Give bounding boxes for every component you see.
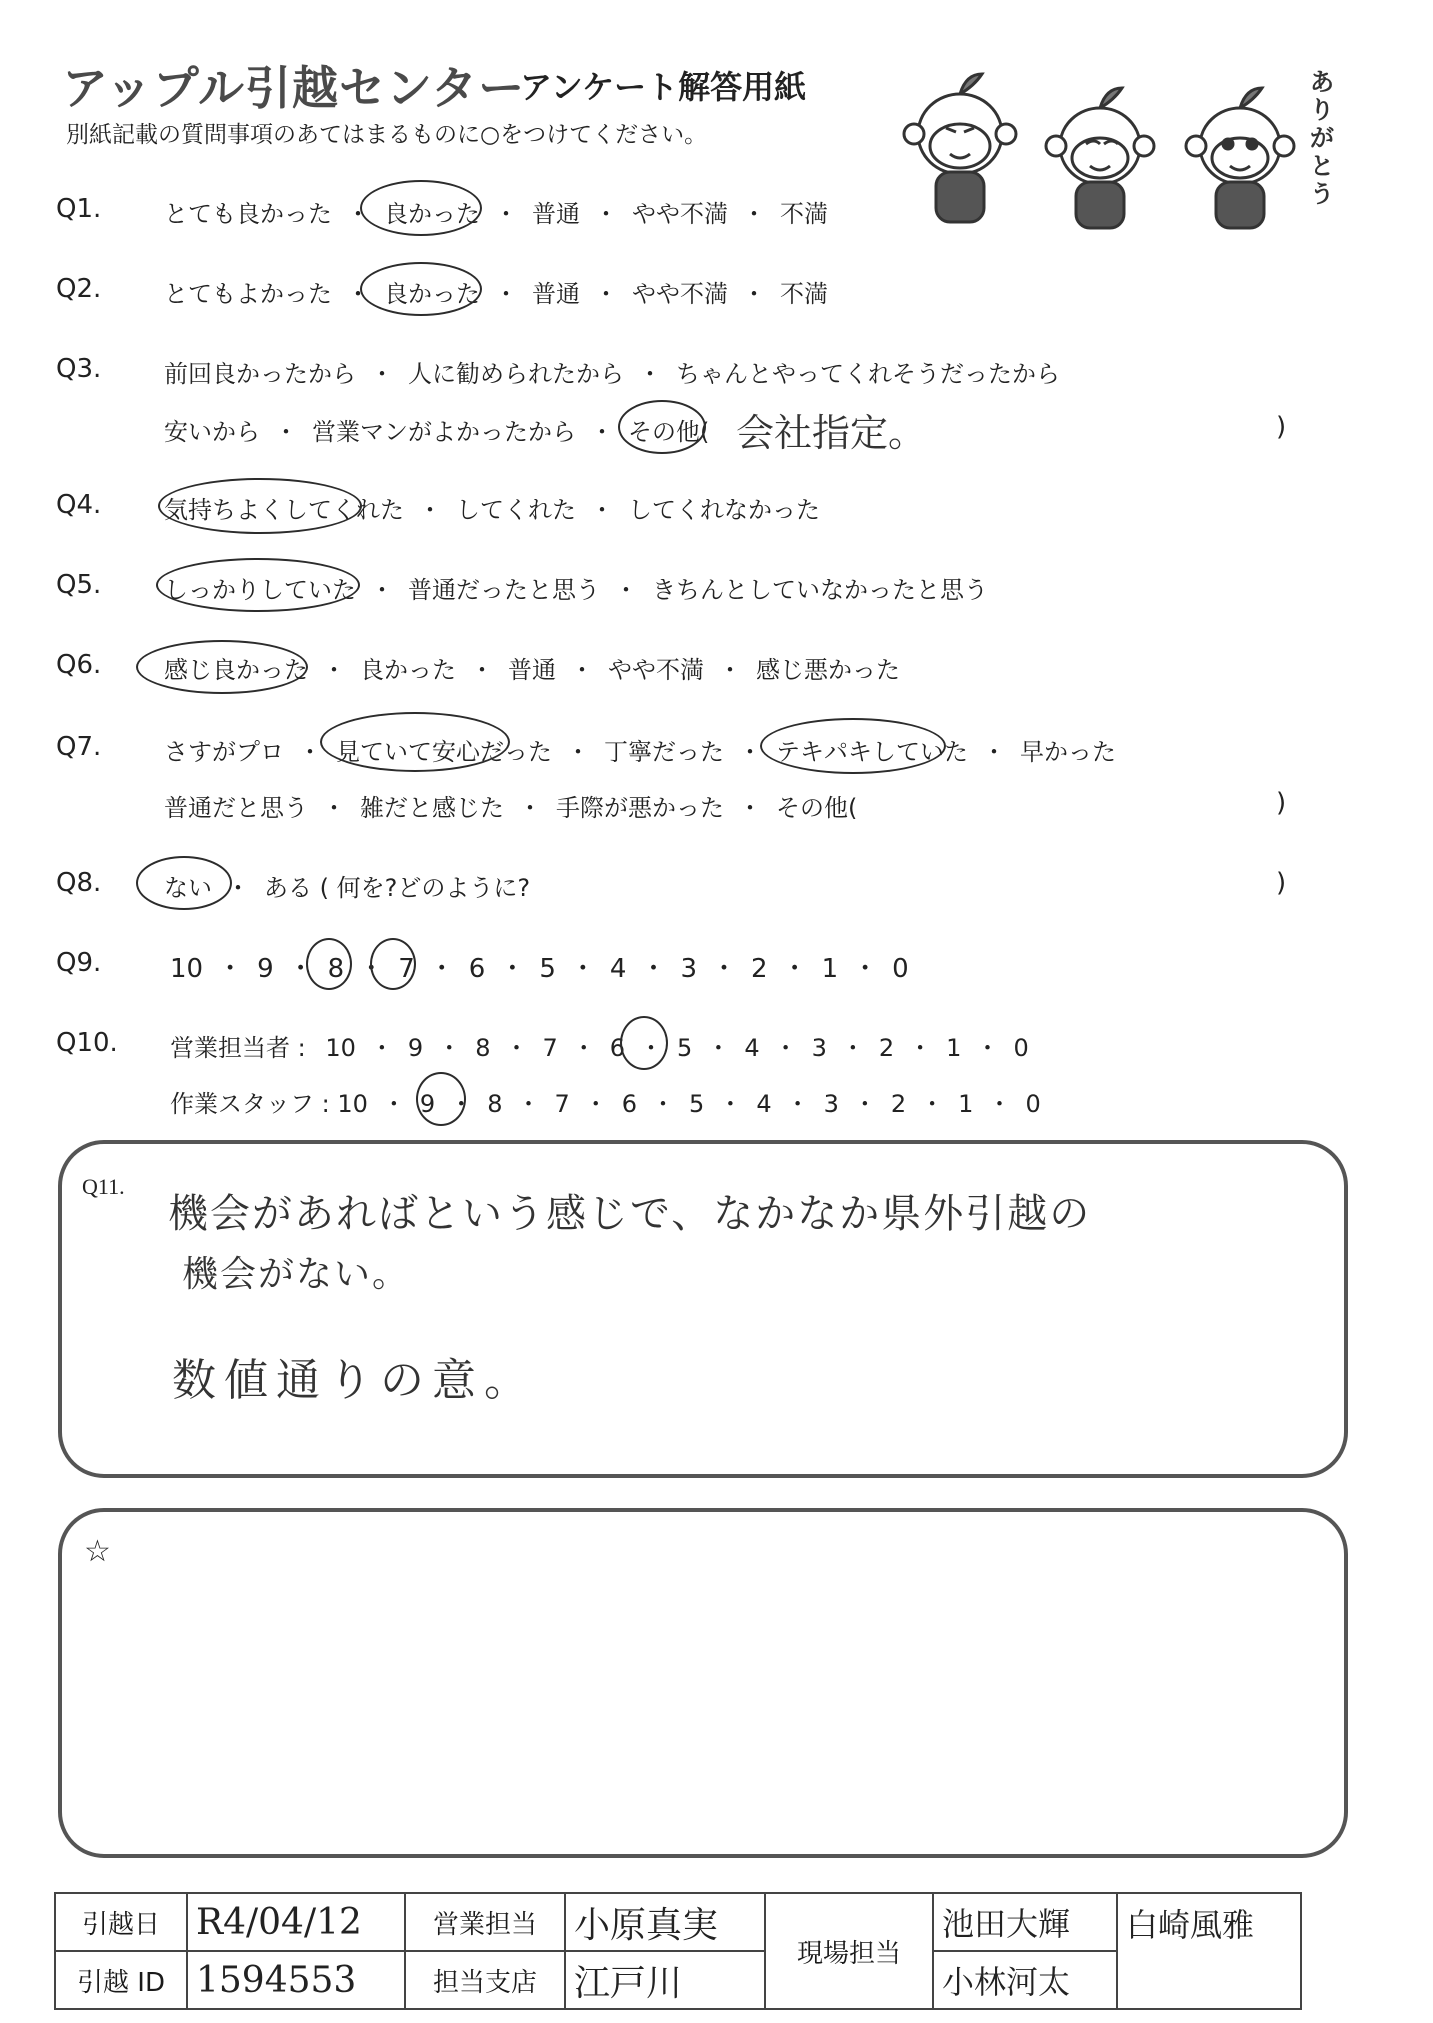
mascot-illustration	[900, 64, 1340, 244]
q9-score-4[interactable]: 4	[609, 954, 627, 984]
q1-option-3[interactable]: 普通	[532, 200, 580, 228]
q7-option-4[interactable]: テキパキしていた	[776, 738, 968, 766]
move-id-label: 引越 ID	[55, 1951, 187, 2009]
q9-score-8[interactable]: 8	[327, 954, 345, 984]
q3-option-1[interactable]: 前回良かったから	[164, 360, 356, 388]
site-staff-1: 池田大輝	[933, 1893, 1117, 1951]
q3-option-other[interactable]: その他(	[628, 418, 710, 446]
move-date-value: R4/04/12	[187, 1893, 405, 1951]
q11-comment-box[interactable]	[58, 1140, 1348, 1478]
q9-score-0[interactable]: 0	[892, 954, 909, 984]
q9-label: Q9.	[56, 948, 102, 978]
q11-answer-line2: 機会がない。	[182, 1254, 411, 1295]
q10-sales-score-1[interactable]: 1	[946, 1034, 962, 1062]
q7-option-1[interactable]: さすがプロ	[164, 738, 284, 766]
q10-sales-score-5[interactable]: 5	[677, 1034, 693, 1062]
q2-options: とてもよかった ・ 良かった ・ 普通 ・ やや不満 ・ 不満	[164, 274, 828, 309]
q10-sales-row: 営業担当者 : 10 ・ 9 ・ 8 ・ 7 ・ 6 ・ 5 ・ 4 ・ 3 ・ 2 ・ 1 ・ 0	[170, 1034, 1029, 1062]
q5-option-1[interactable]: しっかりしていた	[164, 576, 356, 604]
q3-close-paren: )	[1276, 412, 1287, 442]
q10-staff-score-3[interactable]: 3	[823, 1090, 839, 1118]
q10-staff-score-5[interactable]: 5	[689, 1090, 705, 1118]
q11-label: Q11.	[82, 1174, 125, 1199]
q10-staff-score-1[interactable]: 1	[958, 1090, 974, 1118]
q3-option-4[interactable]: 安いから	[164, 418, 260, 446]
q9-score-9[interactable]: 9	[257, 954, 274, 984]
q10-staff-score-10[interactable]: 10	[337, 1090, 368, 1118]
sales-label: 営業担当	[405, 1893, 565, 1951]
q7-label: Q7.	[56, 732, 102, 762]
q7-option-2[interactable]: 見ていて安心だった	[336, 738, 552, 766]
q5-options: しっかりしていた ・ 普通だったと思う ・ きちんとしていなかったと思う	[164, 570, 988, 605]
q2-option-4[interactable]: やや不満	[632, 280, 728, 308]
q10-staff-score-9[interactable]: 9	[419, 1090, 436, 1118]
thanks-vertical-text: ありがとう	[1310, 68, 1334, 208]
q6-option-4[interactable]: やや不満	[608, 656, 704, 684]
q10-staff-score-8[interactable]: 8	[487, 1090, 503, 1118]
q10-staff-label: 作業スタッフ :	[170, 1090, 330, 1118]
instruction-text: 別紙記載の質問事項のあてはまるものに○をつけてください。	[66, 122, 708, 148]
q9-score-3[interactable]: 3	[680, 954, 698, 984]
q8-options: ない ・ ある ( 何を?どのように?	[164, 868, 530, 903]
free-comment-box[interactable]	[58, 1508, 1348, 1858]
q6-option-3[interactable]: 普通	[508, 656, 556, 684]
q10-staff-score-2[interactable]: 2	[890, 1090, 907, 1118]
site-staff-2: 小林河太	[933, 1951, 1117, 2009]
branch-label: 担当支店	[405, 1951, 565, 2009]
move-date-label: 引越日	[55, 1893, 187, 1951]
q5-label: Q5.	[56, 570, 102, 600]
star-icon: ☆	[84, 1534, 111, 1569]
q2-option-1[interactable]: とてもよかった	[164, 280, 332, 308]
q10-sales-score-10[interactable]: 10	[325, 1034, 356, 1062]
q7-option-other[interactable]: その他(	[776, 794, 858, 822]
q7-option-6[interactable]: 普通だと思う	[164, 794, 308, 822]
q6-options: 感じ良かった ・ 良かった ・ 普通 ・ やや不満 ・ 感じ悪かった	[164, 650, 900, 685]
form-subtitle: アンケート解答用紙	[520, 68, 807, 106]
q1-option-1[interactable]: とても良かった	[164, 200, 332, 228]
q4-options: 気持ちよくしてくれた ・ してくれた ・ してくれなかった	[164, 490, 820, 525]
q4-option-1[interactable]: 気持ちよくしてくれた	[164, 496, 404, 524]
q10-sales-score-9[interactable]: 9	[407, 1034, 424, 1062]
q10-sales-score-8[interactable]: 8	[475, 1034, 491, 1062]
q10-sales-label: 営業担当者 :	[170, 1034, 306, 1062]
q10-label: Q10.	[56, 1028, 118, 1058]
q1-option-4[interactable]: やや不満	[632, 200, 728, 228]
move-id-value: 1594553	[187, 1951, 405, 2009]
q9-score-2[interactable]: 2	[751, 954, 768, 984]
q4-option-3[interactable]: してくれなかった	[628, 496, 820, 524]
q7-close-paren: )	[1276, 788, 1287, 818]
q2-label: Q2.	[56, 274, 102, 304]
q8-label: Q8.	[56, 868, 102, 898]
q9-scale: 10 ・ 9 ・ 8 ・ 7 ・ 6 ・ 5 ・ 4 ・ 3 ・ 2 ・ 1 ・ 0	[170, 954, 909, 984]
q11-answer-line1: 機会があればという感じで、なかなか県外引越の	[168, 1191, 1092, 1237]
q7-option-8[interactable]: 手際が悪かった	[556, 794, 724, 822]
site-label: 現場担当	[765, 1893, 933, 2009]
q2-option-2[interactable]: 良かった	[384, 280, 480, 308]
q10-sales-score-0[interactable]: 0	[1013, 1034, 1029, 1062]
q7-option-5[interactable]: 早かった	[1020, 738, 1116, 766]
monkey-mascots-icon	[900, 64, 1340, 244]
q8-close-paren: )	[1276, 868, 1287, 898]
q9-score-6[interactable]: 6	[468, 954, 486, 984]
q10-sales-score-3[interactable]: 3	[811, 1034, 827, 1062]
q1-options: とても良かった ・ 良かった ・ 普通 ・ やや不満 ・ 不満	[164, 194, 828, 229]
q7-option-7[interactable]: 雑だと感じた	[360, 794, 504, 822]
q4-label: Q4.	[56, 490, 102, 520]
q10-sales-score-7[interactable]: 7	[542, 1034, 558, 1062]
q10-staff-score-7[interactable]: 7	[554, 1090, 570, 1118]
q6-option-1[interactable]: 感じ良かった	[164, 656, 308, 684]
q9-score-7[interactable]: 7	[398, 954, 415, 984]
q7-options-line1: さすがプロ ・ 見ていて安心だった ・ 丁寧だった ・ テキパキしていた ・ 早かった	[164, 732, 1116, 767]
sales-name: 小原真実	[565, 1893, 765, 1951]
q10-sales-score-2[interactable]: 2	[878, 1034, 895, 1062]
q9-score-5[interactable]: 5	[539, 954, 556, 984]
q3-option-5[interactable]: 営業マンがよかったから	[312, 418, 576, 446]
q2-option-5[interactable]: 不満	[780, 280, 828, 308]
q3-options-line2: 安いから ・ 営業マンがよかったから ・ その他(	[164, 412, 709, 447]
q6-label: Q6.	[56, 650, 102, 680]
brand-title: アップル引越センター	[62, 61, 526, 115]
q1-option-5[interactable]: 不満	[780, 200, 828, 228]
q10-sales-score-6[interactable]: 6	[609, 1034, 626, 1062]
q7-options-line2: 普通だと思う ・ 雑だと感じた ・ 手際が悪かった ・ その他(	[164, 788, 857, 823]
q8-option-1[interactable]: ない	[164, 874, 212, 902]
q3-option-3[interactable]: ちゃんとやってくれそうだったから	[676, 360, 1060, 388]
q9-score-1[interactable]: 1	[821, 954, 839, 984]
q10-staff-score-6[interactable]: 6	[621, 1090, 638, 1118]
q5-option-2[interactable]: 普通だったと思う	[408, 576, 600, 604]
q9-score-10[interactable]: 10	[170, 954, 204, 984]
q3-label: Q3.	[56, 354, 102, 384]
q1-label: Q1.	[56, 194, 102, 224]
q2-option-3[interactable]: 普通	[532, 280, 580, 308]
q5-option-3[interactable]: きちんとしていなかったと思う	[652, 576, 988, 604]
move-info-table	[54, 1892, 1302, 2010]
q7-option-3[interactable]: 丁寧だった	[604, 738, 724, 766]
site-staff-3: 白崎風雅	[1117, 1893, 1301, 2009]
branch-name: 江戸川	[565, 1951, 765, 2009]
q3-option-2[interactable]: 人に勧められたから	[408, 360, 624, 388]
q10-sales-score-4[interactable]: 4	[744, 1034, 760, 1062]
q6-option-2[interactable]: 良かった	[360, 656, 456, 684]
q10-staff-row: 作業スタッフ : 10 ・ 9 ・ 8 ・ 7 ・ 6 ・ 5 ・ 4 ・ 3 ・ 2 ・ 1 ・ 0	[170, 1090, 1041, 1118]
q10-staff-score-0[interactable]: 0	[1025, 1090, 1041, 1118]
q10-staff-score-4[interactable]: 4	[756, 1090, 772, 1118]
q6-option-5[interactable]: 感じ悪かった	[756, 656, 900, 684]
q1-option-2[interactable]: 良かった	[384, 200, 480, 228]
q4-option-2[interactable]: してくれた	[456, 496, 576, 524]
q8-option-2[interactable]: ある ( 何を?どのように?	[264, 874, 531, 902]
q3-options-line1: 前回良かったから ・ 人に勧められたから ・ ちゃんとやってくれそうだったから	[164, 354, 1060, 389]
q3-other-answer: 会社指定。	[736, 411, 927, 455]
q11-answer-line3: 数値通りの意。	[172, 1355, 536, 1406]
